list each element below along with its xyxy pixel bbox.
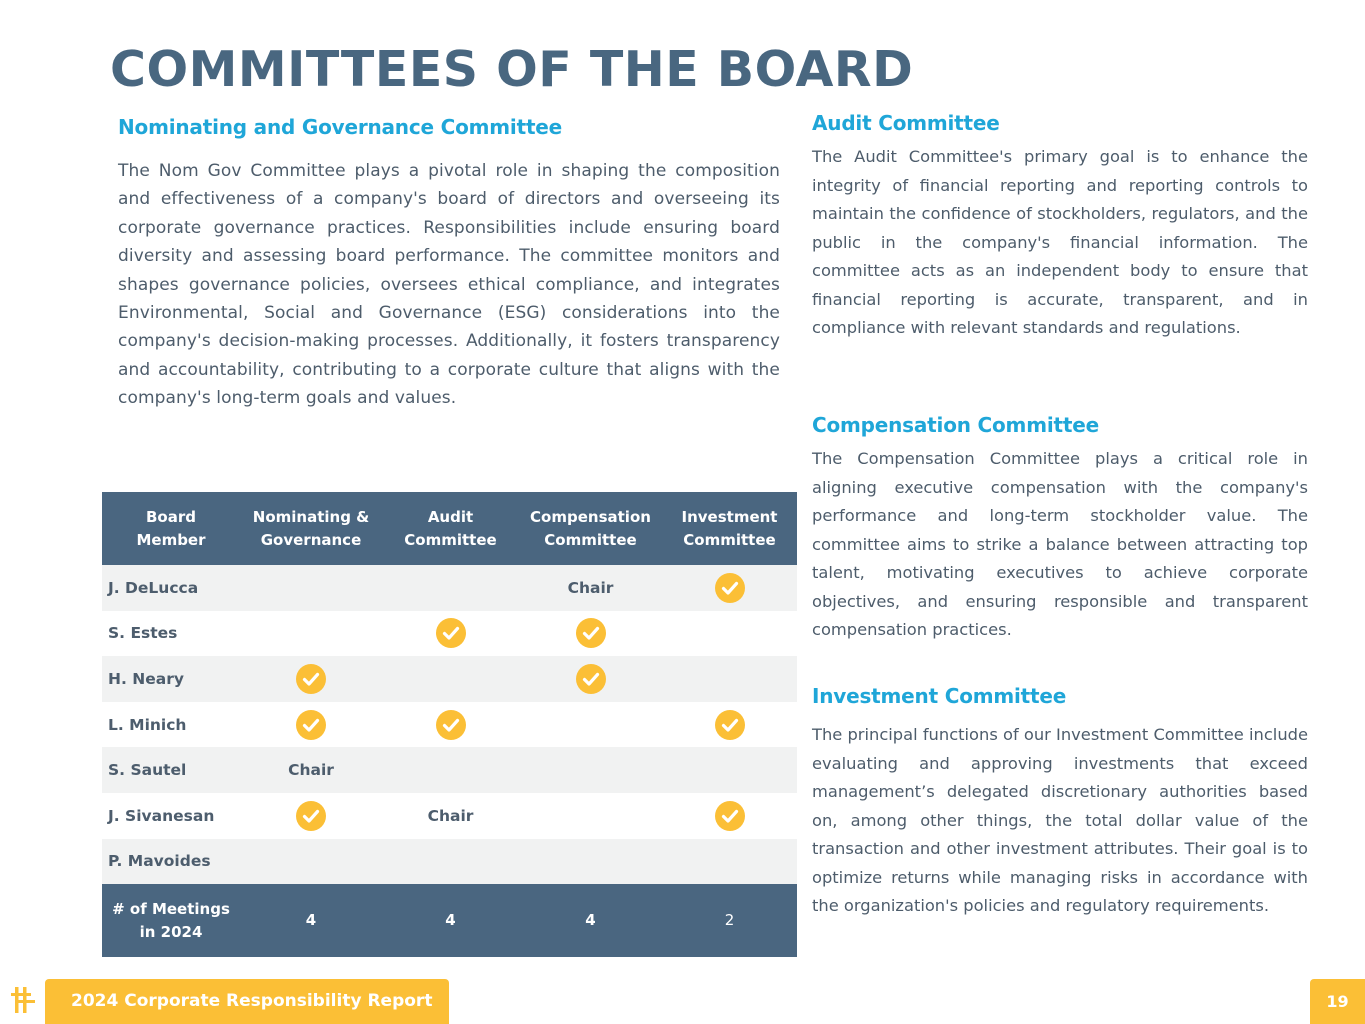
committee-membership-table: [102, 492, 797, 957]
cell-investment: [662, 839, 797, 885]
cell-compensation: Chair: [519, 565, 662, 611]
cell-audit: [382, 702, 519, 748]
check-icon: [296, 801, 326, 831]
cell-investment: [662, 793, 797, 839]
cell-audit: [382, 747, 519, 793]
header-audit: Audit Committee: [382, 492, 519, 565]
check-icon: [436, 618, 466, 648]
company-logo-icon: [11, 985, 35, 1019]
cell-investment: [662, 611, 797, 657]
cell-audit: [382, 611, 519, 657]
cell-nominating: [240, 839, 382, 885]
member-name: S. Estes: [102, 611, 240, 657]
meetings-row: [102, 884, 797, 957]
check-icon: [296, 710, 326, 740]
cell-investment: [662, 656, 797, 702]
cell-compensation: [519, 656, 662, 702]
page-title: COMMITTEES OF THE BOARD: [110, 41, 914, 98]
check-icon: [576, 664, 606, 694]
investment-body: The principal functions of our Investment Committee include evaluating and approving investments that exceed management’s delegated discretionary authorities based on, among other things, the total dollar value of the transaction and other investment attributes. Their goal is to optimize returns while managing risks in accordance with the organization's policies and regulatory requirements.: [812, 725, 1308, 915]
table-row: [102, 747, 797, 793]
cell-nominating: [240, 565, 382, 611]
meetings-compensation: 4: [519, 884, 662, 957]
cell-audit: [382, 839, 519, 885]
member-name: P. Mavoides: [102, 839, 240, 885]
cell-audit: Chair: [382, 793, 519, 839]
cell-nominating: [240, 656, 382, 702]
cell-compensation: [519, 793, 662, 839]
check-icon: [296, 664, 326, 694]
table-row: [102, 702, 797, 748]
cell-investment: [662, 747, 797, 793]
check-icon: [436, 710, 466, 740]
member-name: H. Neary: [102, 656, 240, 702]
cell-nominating: [240, 611, 382, 657]
meetings-investment: 2: [662, 884, 797, 957]
cell-investment: [662, 702, 797, 748]
meetings-nominating: 4: [240, 884, 382, 957]
member-name: L. Minich: [102, 702, 240, 748]
member-name: J. Sivanesan: [102, 793, 240, 839]
header-investment: Investment Committee: [662, 492, 797, 565]
cell-compensation: [519, 702, 662, 748]
cell-nominating: Chair: [240, 747, 382, 793]
nominating-heading: Nominating and Governance Committee: [118, 115, 563, 139]
investment-heading: Investment Committee: [812, 684, 1067, 708]
check-icon: [715, 710, 745, 740]
table-header-row: [102, 492, 797, 565]
cell-compensation: [519, 839, 662, 885]
cell-compensation: [519, 611, 662, 657]
check-icon: [576, 618, 606, 648]
meetings-label: # of Meetings in 2024: [102, 884, 240, 957]
cell-compensation: [519, 747, 662, 793]
report-title-footer: 2024 Corporate Responsibility Report: [45, 979, 449, 1024]
cell-nominating: [240, 793, 382, 839]
header-nominating: Nominating & Governance: [240, 492, 382, 565]
compensation-heading: Compensation Committee: [812, 413, 1099, 437]
table-row: [102, 611, 797, 657]
header-board-member: Board Member: [102, 492, 240, 565]
check-icon: [715, 573, 745, 603]
member-name: J. DeLucca: [102, 565, 240, 611]
check-icon: [715, 801, 745, 831]
table-row: [102, 656, 797, 702]
table-row: [102, 793, 797, 839]
member-name: S. Sautel: [102, 747, 240, 793]
table-row: [102, 839, 797, 885]
page-number: 19: [1310, 979, 1365, 1024]
cell-audit: [382, 565, 519, 611]
nominating-body: The Nom Gov Committee plays a pivotal role in shaping the composition and effectiveness of a company's board of directors and overseeing its corporate governance practices. Responsibilities include ensuring board diversity and assessing board performance. The committee monitors and shapes governance policies, oversees ethical compliance, and integrates Environmental, Social and Governance (ESG) considerations into the company's decision-making processes. Additionally, it fosters transparency and accountability, contributing to a corporate culture that aligns with the company's long-term goals and values.: [118, 161, 780, 409]
meetings-audit: 4: [382, 884, 519, 957]
cell-investment: [662, 565, 797, 611]
header-compensation: Compensation Committee: [519, 492, 662, 565]
audit-heading: Audit Committee: [812, 111, 1000, 135]
audit-body: The Audit Committee's primary goal is to enhance the integrity of financial reporting and reporting controls to maintain the confidence of stockholders, regulators, and the public in the company's financial information. The committee acts as an independent body to ensure that financial reporting is accurate, transparent, and in compliance with relevant standards and regulations.: [812, 147, 1308, 337]
compensation-body: The Compensation Committee plays a critical role in aligning executive compensation with the company's performance and long-term stockholder value. The committee aims to strike a balance between attracting top talent, motivating executives to achieve corporate objectives, and ensuring responsible and transparent compensation practices.: [812, 449, 1308, 639]
table-row: [102, 565, 797, 611]
cell-audit: [382, 656, 519, 702]
cell-nominating: [240, 702, 382, 748]
